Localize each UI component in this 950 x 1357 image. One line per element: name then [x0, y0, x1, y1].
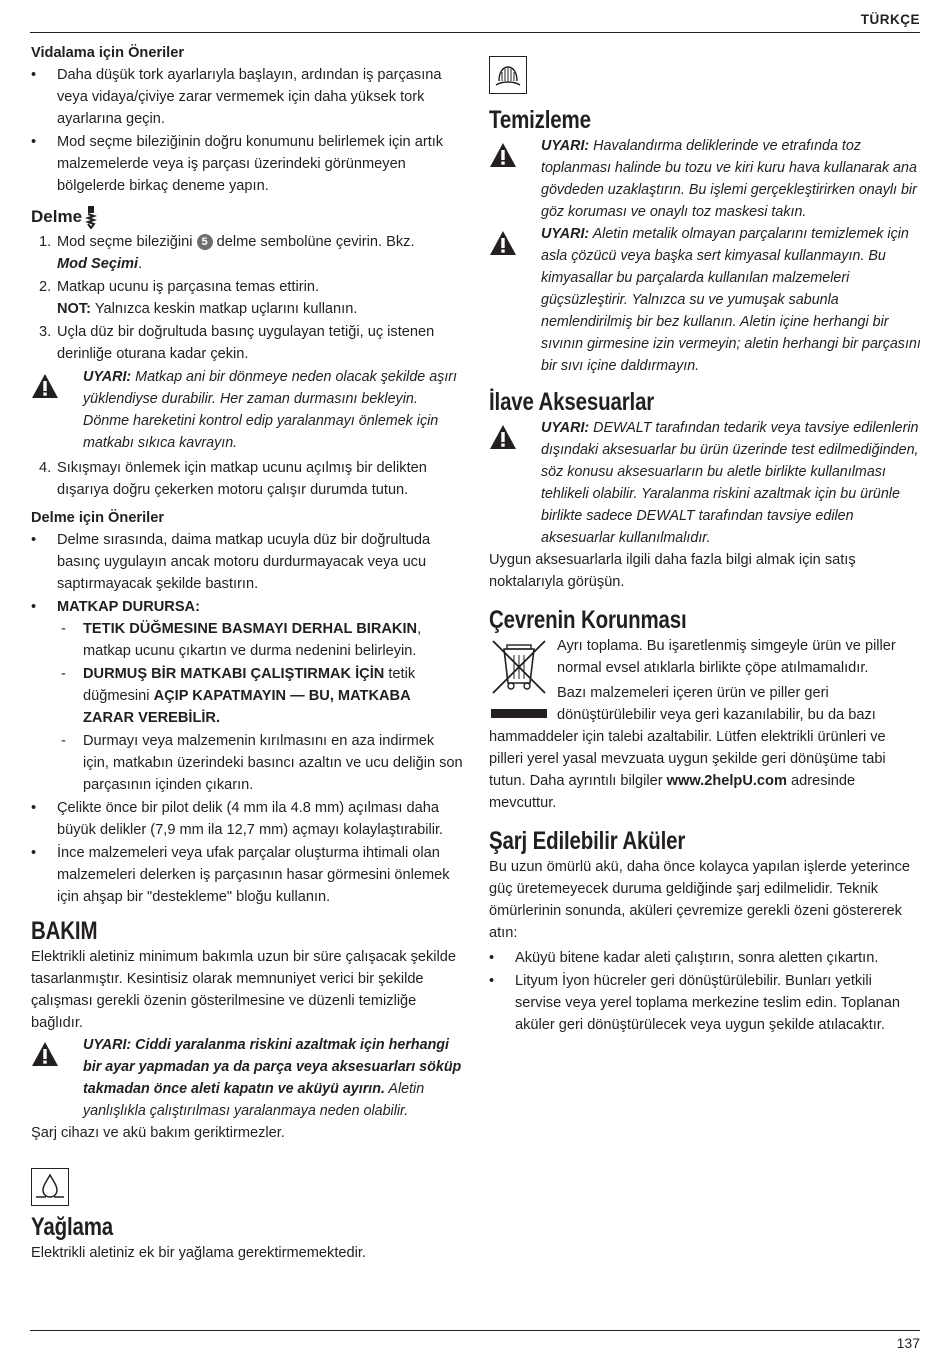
warning-triangle-icon — [31, 1040, 59, 1068]
list-item: • Delme sırasında, daima matkap ucuyla düz bir doğrultuda basınç uygulayın ancak motoru durdurmayacak veya ucu saptırmayacak şekilde bastırın. — [31, 529, 463, 595]
lubrication-body: Elektrikli aletiniz ek bir yağlama gerektirmemektedir. — [31, 1245, 366, 1261]
drill-tips-title: Delme için Öneriler — [31, 510, 165, 526]
drilling-steps-cont — [31, 457, 463, 501]
list-item: - Durmayı veya malzemenin kırılmasını en aza indirmek için, matkabın üzerindeki basıncı azaltın ve ucu deliğin son parçasının içinden çıkarın. — [57, 730, 463, 796]
callout-badge: 5 — [197, 234, 213, 250]
weee-bin-icon — [489, 635, 555, 725]
maintenance-title: BAKIM — [31, 917, 98, 945]
batteries-title: Şarj Edilebilir Aküler — [489, 827, 686, 855]
lubrication-icon — [31, 1168, 69, 1206]
list-item: • Aküyü bitene kadar aleti çalıştırın, sonra aletten çıkartın. — [489, 947, 921, 969]
cleaning-icon — [489, 56, 527, 94]
environment-p2: Bazı malzemeleri içeren ürün ve piller geri dönüştürülebilir veya geri kazanılabilir, bu da bazı hammaddeler için talebi azaltabilir. Lütfen elektrikli ürünleri ve pilleri yerel yasal mevzuata uygun şekilde geri dönüşüme tabi tutun. Daha ayrıntılı bilgiler www.2helpU.com adresinde mevcuttur. — [489, 685, 886, 811]
drill-bit-icon — [85, 205, 97, 229]
warning-triangle-icon — [489, 229, 517, 257]
cleaning-warning-2: UYARI: Aletin metalik olmayan parçalarını temizlemek için asla çözücü veya başka sert kimyasal kullanmayın. Bu kimyasallar bu parçalarda kullanılan malzemeleri güçsüzleştirir. Yalnızca su ve yumuşak sabunla nemlendirilmiş bir bez kullanın. Aletin içine herhangi bir sıvının girmesine izin vermeyin; aletin herhangi bir parçasını bir sıvı içine daldırmayın. — [489, 223, 921, 377]
page-number: 137 — [896, 1335, 920, 1351]
cleaning-title: Temizleme — [489, 106, 591, 134]
crossed-bin-icon — [489, 635, 549, 725]
drilling-warning: UYARI: Matkap ani bir dönmeye neden olacak şekilde aşırı yüklendiyse durabilir. Her zaman durmasını bekleyin. Dönme hareketini kontrol edip yaralanmayı önlemek için matkabı sıkıca kavrayın. — [31, 366, 463, 454]
screw-tips-list — [31, 64, 463, 197]
cleaning-warning-1: UYARI: Havalandırma deliklerinde ve etrafında toz toplanması halinde bu tozu ve kiri kuru hava kullanarak ana gövdeden uzaklaştırın. Bu işlemi gerçekleştirirken onaylı bir göz koruması ve onaylı toz maskesi takın. — [489, 135, 921, 223]
batteries-body: Bu uzun ömürlü akü, daha önce kolayca yapılan işlerde yeterince güç üretemeyecek duruma geldiğinde şarj edilmelidir. Teknik ömürlerinin sonunda, aküleri çevremize gerekli özeni göstererek atın: — [489, 859, 911, 941]
sub-list — [57, 618, 463, 796]
list-item: • İnce malzemeleri veya ufak parçalar oluşturma ihtimali olan malzemeleri delerken iş parçasının hasar görmesini önlemek için ahşap bir "destekleme" bloğu kullanın. — [31, 842, 463, 908]
drilling-title-text: Delme — [31, 207, 83, 226]
list-item: 4. Sıkışmayı önlemek için matkap ucunu açılmış bir delikten dışarıya doğru çekerken motoru çalışır durumda tutun. — [39, 460, 427, 498]
accessories-body: Uygun aksesuarlarla ilgili daha fazla bilgi almak için satış noktalarıyla görüşün. — [489, 552, 856, 590]
accessories-title: İlave Aksesuarlar — [489, 388, 655, 416]
page-header — [30, 8, 920, 33]
environment-p1: Ayrı toplama. Bu işaretlenmiş simgeyle ürün ve piller normal evsel atıklarla birlikte çöpe atılmamalıdır. — [557, 638, 896, 676]
maintenance-warning: UYARI: Ciddi yaralanma riskini azaltmak için herhangi bir ayar yapmadan ya da parça veya aksesuarları söküp takmadan önce aleti kapatın ve aküyü ayırın. Aletin yanlışlıkla çalıştırılması yaralanmaya neden olabilir. — [31, 1034, 463, 1122]
warning-triangle-icon — [31, 372, 59, 400]
list-item: 2. Matkap ucunu iş parçasına temas ettirin. NOT: Yalnızca keskin matkap uçlarını kullanın. — [39, 279, 358, 317]
batteries-list — [489, 947, 921, 1036]
warning-triangle-icon — [489, 141, 517, 169]
drilling-title — [31, 205, 463, 229]
environment-title: Çevrenin Korunması — [489, 606, 687, 634]
list-item: • Daha düşük tork ayarlarıyla başlayın, ardından iş parçasına veya vidaya/çiviye zarar vermemek için daha yüksek tork ayarlarına geçin. — [31, 64, 463, 130]
list-item: 3. Uçla düz bir doğrultuda basınç uygulayan tetiği, uç istenen derinliğe oturana kadar çekin. — [39, 324, 435, 362]
list-item: - DURMUŞ BİR MATKABI ÇALIŞTIRMAK İÇİN tetik düğmesini AÇIP KAPATMAYIN — BU, MATKABA ZARAR VEREBİLİR. — [57, 663, 463, 729]
list-item: 1. Mod seçme bileziğini 5 delme sembolüne çevirin. Bkz. Mod Seçimi. — [39, 234, 415, 272]
page-footer — [30, 1330, 920, 1351]
right-column — [489, 56, 921, 1037]
cross-reference: Mod Seçimi — [57, 256, 139, 272]
list-item: - TETIK DÜĞMESINE BASMAYI DERHAL BIRAKIN, matkap ucunu çıkartın ve durma nedenini belirleyin. — [57, 618, 463, 662]
list-item: • Mod seçme bileziğinin doğru konumunu belirlemek için artık malzemelerde veya iş parçası üzerindeki görünmeyen bölgelerde birkaç deneme yapın. — [31, 131, 463, 197]
drilling-steps — [31, 231, 463, 365]
screw-tips-title: Vidalama için Öneriler — [31, 45, 185, 61]
language-label: TÜRKÇE — [860, 12, 920, 27]
maintenance-after: Şarj cihazı ve akü bakım geriktirmezler. — [31, 1125, 285, 1141]
lubrication-title: Yağlama — [31, 1213, 114, 1241]
oil-drop-icon — [32, 1169, 68, 1205]
accessories-warning: UYARI: DEWALT tarafından tedarik veya tavsiye edilenlerin dışındaki aksesuarlar bu ürün üzerinde test edilmediğinden, söz konusu aksesuarların bu aletle birlikte kullanılması tehlikeli olabilir. Yaralanma riskini azaltmak için bu ürünle birlikte sadece DEWALT tarafından tavsiye edilen aksesuarlar kullanılmalıdır. — [489, 417, 921, 549]
left-column — [31, 42, 463, 1264]
hand-wipe-icon — [490, 57, 526, 93]
list-item: • Lityum İyon hücreler geri dönüştürülebilir. Bunları yetkili servise veya yerel toplama merkezine teslim edin. Toplanan aküler geri dönüştürülecek veya uygun şekilde atılacaktır. — [489, 970, 921, 1036]
warning-triangle-icon — [489, 423, 517, 451]
list-item: • MATKAP DURURSA: - TETIK DÜĞMESINE BASMAYI DERHAL BIRAKIN, matkap ucunu çıkartın ve durma nedenini belirleyin. - DURMUŞ BİR MATKABI ÇALIŞTIRMAK İÇİN tetik düğmesini AÇIP KAPATMAYIN — BU, MATKABA ZARAR VEREBİLİR. - Durmayı veya malzemenin kırılmasını en aza indirmek için, matkabın üzerindeki basıncı azaltın ve ucu deliğin son parçasının içinden çıkarın. — [31, 596, 463, 796]
website-link[interactable]: www.2helpU.com — [666, 773, 787, 789]
list-item: • Çelikte önce bir pilot delik (4 mm ila 4.8 mm) açılması daha büyük delikler (7,9 mm ila 12,7 mm) açmayı kolaylaştırabilir. — [31, 797, 463, 841]
drill-tips-list — [31, 529, 463, 908]
environment-section — [489, 635, 921, 814]
maintenance-body: Elektrikli aletiniz minimum bakımla uzun bir süre çalışacak şekilde tasarlanmıştır. Kesintisiz olarak memnuniyet verici bir şekilde çalışması gerekli özenin gösterilmesine ve düzenli temizliğe bağlıdır. — [31, 949, 456, 1031]
